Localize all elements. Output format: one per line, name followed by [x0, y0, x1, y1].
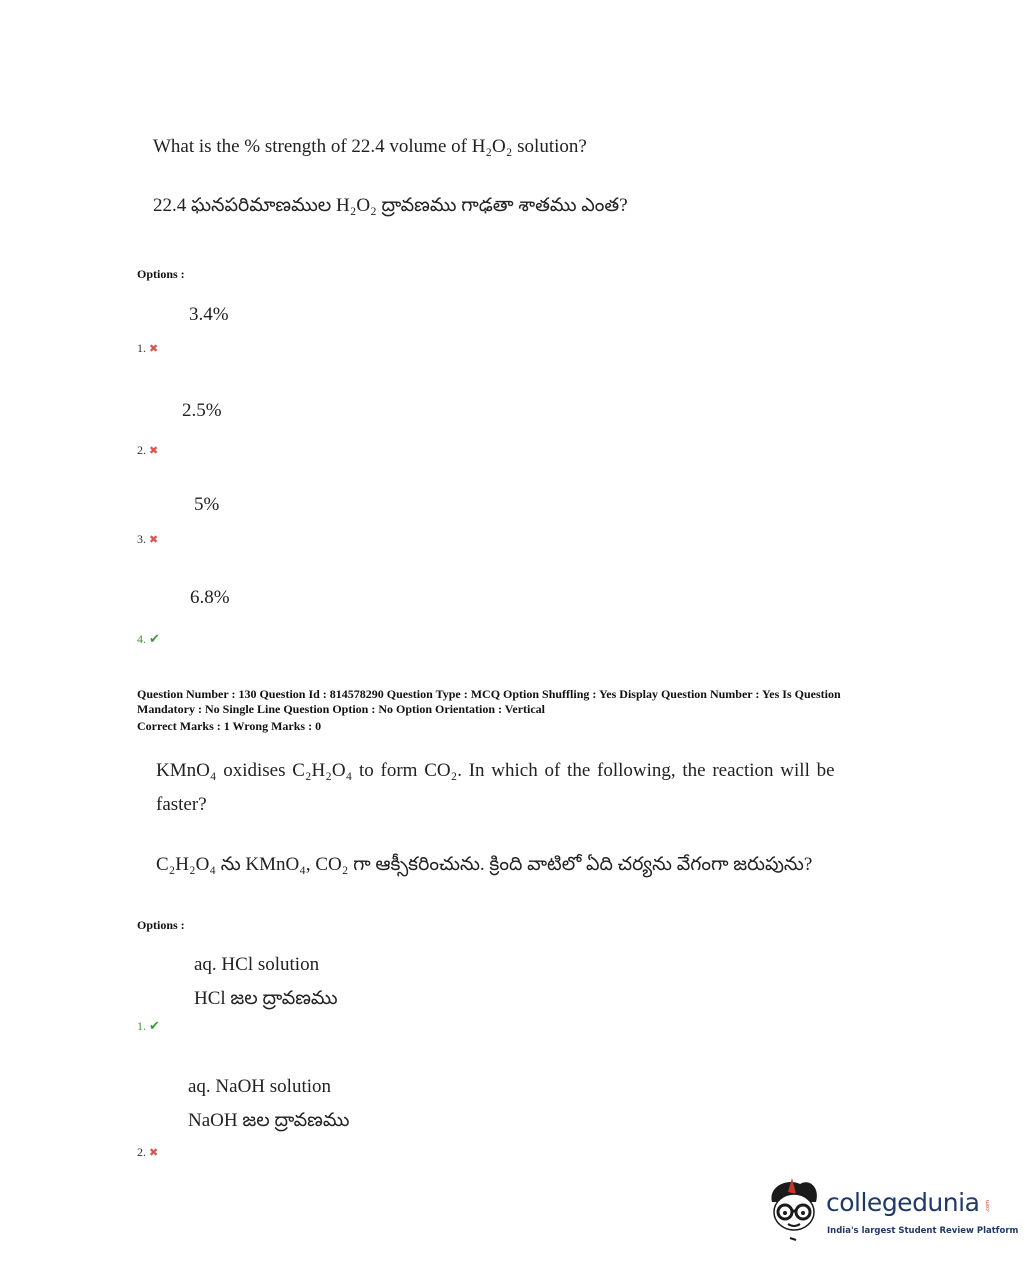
- option-value: 5%: [194, 494, 220, 515]
- option-number: 3. ✖: [137, 532, 159, 546]
- option-value: 2.5%: [182, 400, 222, 421]
- option-value: 6.8%: [190, 587, 230, 608]
- question-text-en: KMnO₄ oxidises C₂H₂O₄ to form CO₂. In which of the following, the reaction will be: [156, 760, 835, 781]
- option-number: 1. ✖: [137, 341, 159, 355]
- option-number: 1. ✔: [137, 1018, 160, 1033]
- wrong-mark-icon: ✖: [149, 1147, 159, 1159]
- option-number: 4. ✔: [137, 631, 160, 646]
- option-value: 3.4%: [189, 304, 229, 325]
- option-value: aq. HCl solution: [194, 954, 320, 975]
- question-text-te: 22.4 ఘనపరిమాణముల H₂O₂ ద్రావణము గాఢతా శాతము ఎంత?: [153, 195, 628, 216]
- options-heading: Options :: [137, 267, 185, 281]
- options-heading: Options :: [137, 918, 185, 932]
- wrong-mark-icon: ✖: [149, 445, 159, 457]
- logo-wordmark: collegedunia: [826, 1188, 980, 1217]
- logo-tagline: India's largest Student Review Platform: [827, 1226, 1019, 1236]
- question-text-te: C₂H₂O₄ ను KMnO₄, CO₂ గా ఆక్సీకరించును. క్రింది వాటిలో ఏది చర్యను వేగంగా జరుపును?: [156, 854, 813, 875]
- option-value: aq. NaOH solution: [188, 1076, 332, 1097]
- question-meta-line: Mandatory : No Single Line Question Option : No Option Orientation : Vertical: [137, 702, 546, 716]
- option-value-te: HCl జల ద్రావణము: [194, 988, 338, 1009]
- option-number: 2. ✖: [137, 443, 159, 457]
- question-text-en: faster?: [156, 794, 207, 815]
- logo-suffix: .com: [985, 1200, 991, 1213]
- mascot-icon: [766, 1176, 824, 1244]
- correct-mark-icon: ✔: [149, 631, 160, 646]
- option-number: 2. ✖: [137, 1145, 159, 1159]
- question-meta-line: Question Number : 130 Question Id : 814578290 Question Type : MCQ Option Shuffling : Yes Display Question Number : Yes Is Question: [137, 687, 841, 701]
- wrong-mark-icon: ✖: [149, 534, 159, 546]
- wrong-mark-icon: ✖: [149, 343, 159, 355]
- question-marks: Correct Marks : 1 Wrong Marks : 0: [137, 719, 322, 733]
- question-text-en: What is the % strength of 22.4 volume of H₂O₂ solution?: [153, 136, 587, 157]
- correct-mark-icon: ✔: [149, 1018, 160, 1033]
- option-value-te: NaOH జల ద్రావణము: [188, 1110, 350, 1131]
- collegedunia-logo: [766, 1176, 1019, 1246]
